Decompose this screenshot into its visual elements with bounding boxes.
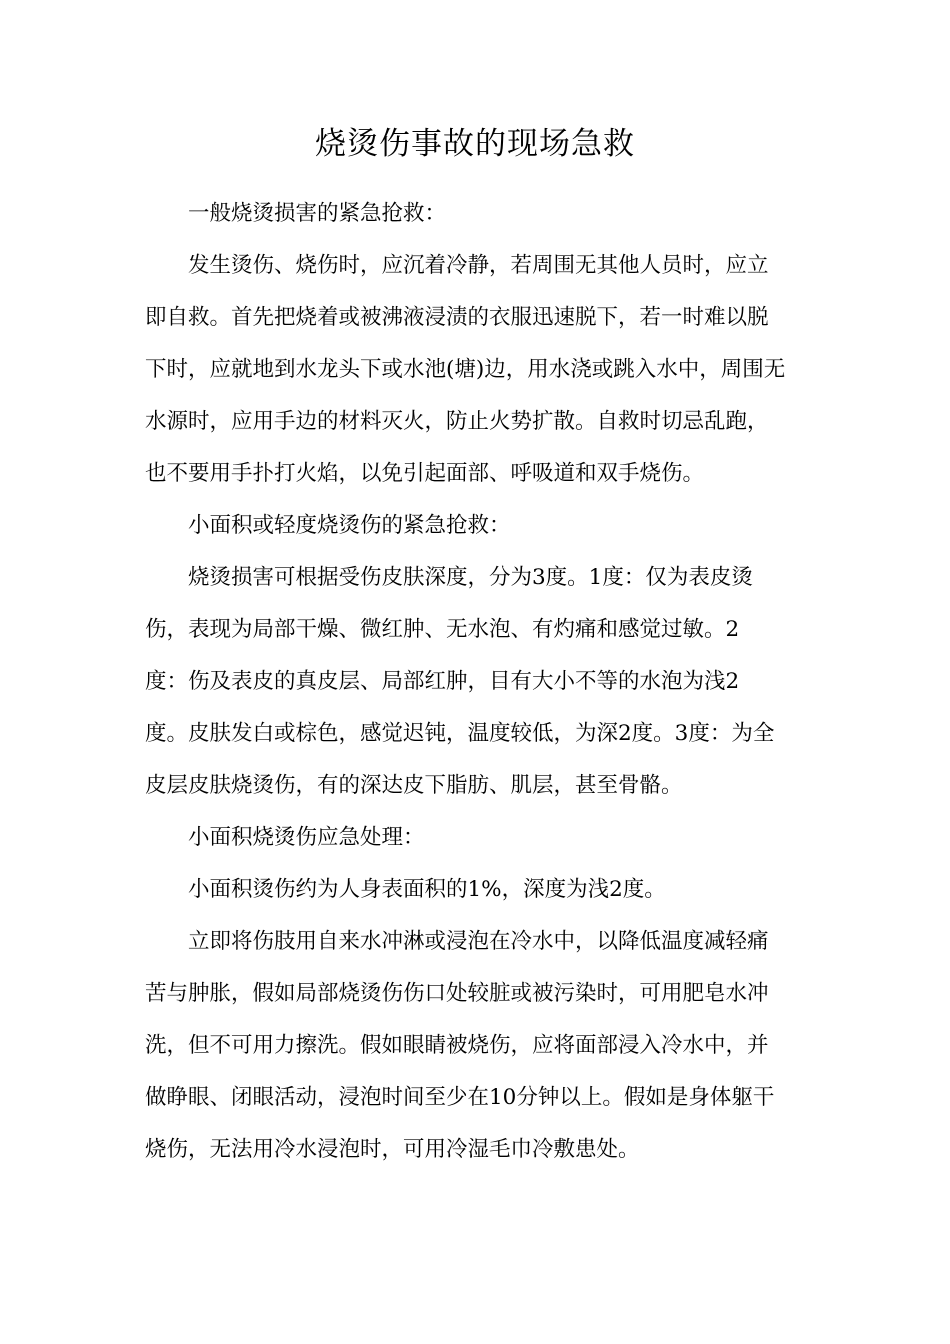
paragraph-burn-degrees <box>145 552 809 812</box>
text-line: 烧伤，无法用冷水浸泡时，可用冷湿毛巾冷敷患处。 <box>145 1137 640 1162</box>
text-line: 发生烫伤、烧伤时，应沉着冷静，若周围无其他人员时，应立 <box>188 253 769 278</box>
text-line: 烧烫损害可根据受伤皮肤深度，分为3度。1度：仅为表皮烫 <box>188 565 753 590</box>
document-body <box>145 188 809 1176</box>
document-title: 烧烫伤事故的现场急救 <box>315 126 635 162</box>
paragraph-self-rescue <box>145 240 809 500</box>
text-line: 小面积或轻度烧烫伤的紧急抢救： <box>188 513 511 538</box>
section-heading-minor-burns <box>145 500 809 552</box>
text-line: 水源时，应用手边的材料灭火，防止火势扩散。自救时切忌乱跑， <box>145 409 769 434</box>
text-line: 一般烧烫损害的紧急抢救： <box>188 201 447 226</box>
text-line: 下时，应就地到水龙头下或水池(塘)边，用水浇或跳入水中，周围无 <box>145 357 786 382</box>
paragraph-small-area-definition <box>145 864 809 916</box>
paragraph-cooling-instructions <box>145 916 809 1176</box>
text-line: 皮层皮肤烧烫伤，有的深达皮下脂肪、肌层，甚至骨骼。 <box>145 773 683 798</box>
text-line: 做睁眼、闭眼活动，浸泡时间至少在10分钟以上。假如是身体躯干 <box>145 1085 775 1110</box>
text-line: 洗，但不可用力擦洗。假如眼睛被烧伤，应将面部浸入冷水中，并 <box>145 1033 769 1058</box>
section-heading-general <box>145 188 809 240</box>
text-line: 立即将伤肢用自来水冲淋或浸泡在冷水中，以降低温度减轻痛 <box>188 929 769 954</box>
text-line: 即自救。首先把烧着或被沸液浸渍的衣服迅速脱下，若一时难以脱 <box>145 305 769 330</box>
text-line: 度。皮肤发白或棕色，感觉迟钝，温度较低，为深2度。3度：为全 <box>145 721 775 746</box>
section-heading-emergency-treatment <box>145 812 809 864</box>
text-line: 小面积烫伤约为人身表面积的1%，深度为浅2度。 <box>188 877 666 902</box>
text-line: 伤，表现为局部干燥、微红肿、无水泡、有灼痛和感觉过敏。2 <box>145 617 740 642</box>
text-line: 也不要用手扑打火焰，以免引起面部、呼吸道和双手烧伤。 <box>145 461 705 486</box>
text-line: 苦与肿胀，假如局部烧烫伤伤口处较脏或被污染时，可用肥皂水冲 <box>145 981 769 1006</box>
text-line: 小面积烧烫伤应急处理： <box>188 825 425 850</box>
text-line: 度：伤及表皮的真皮层、局部红肿，目有大小不等的水泡为浅2 <box>145 669 740 694</box>
